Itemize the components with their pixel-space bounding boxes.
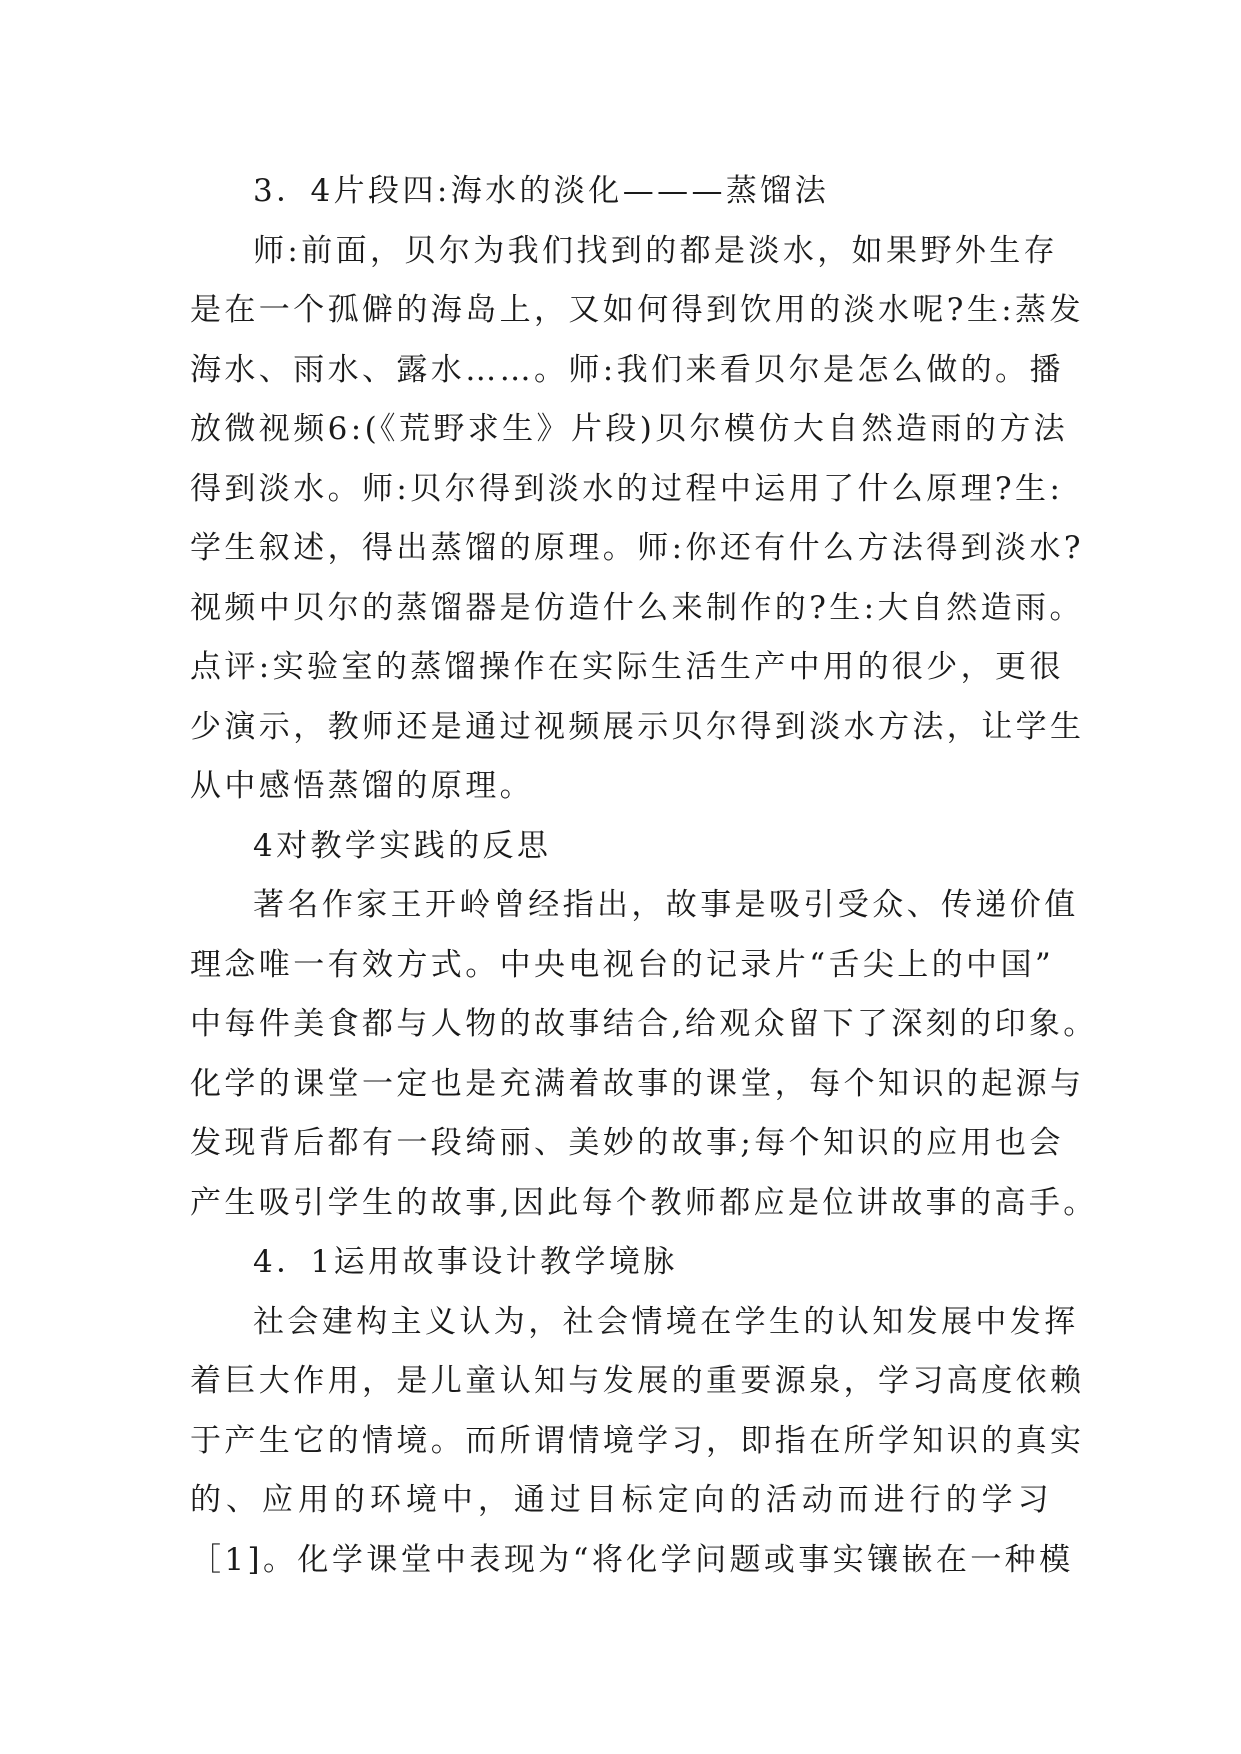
paragraph-line: 是在一个孤僻的海岛上，又如何得到饮用的淡水呢?生:蒸发 [190,292,1084,328]
paragraph-line: 放微视频6:(《荒野求生》片段)贝尔模仿大自然造雨的方法 [190,411,1069,447]
paragraph-line: 师:前面，贝尔为我们找到的都是淡水，如果野外生存 [253,232,1059,269]
paragraph-line: 于产生它的情境。而所谓情境学习，即指在所学知识的真实 [190,1422,1085,1459]
paragraph-line: 社会建构主义认为，社会情境在学生的认知发展中发挥 [253,1303,1079,1340]
section-heading-4-1: 4．1运用故事设计教学境脉 [253,1244,678,1280]
paragraph-line: 视频中贝尔的蒸馏器是仿造什么来制作的?生:大自然造雨。 [190,589,1084,626]
paragraph-line: 少演示，教师还是通过视频展示贝尔得到淡水方法，让学生 [190,708,1085,745]
paragraph-line: 点评:实验室的蒸馏操作在实际生活生产中用的很少，更很 [190,649,1064,685]
section-heading-4: 4对教学实践的反思 [253,827,552,864]
paragraph-line: 著名作家王开岭曾经指出，故事是吸引受众、传递价值 [253,887,1079,923]
paragraph-line: 学生叙述，得出蒸馏的原理。师:你还有什么方法得到淡水? [190,530,1084,566]
section-heading-3-4: 3．4片段四:海水的淡化———蒸馏法 [253,173,830,209]
document-body [190,162,1098,1590]
paragraph-line: 的、应用的环境中，通过目标定向的活动而进行的学习 [190,1482,1052,1518]
paragraph-line: 中每件美食都与人物的故事结合,给观众留下了深刻的印象。 [190,1006,1098,1042]
paragraph-line: ［1]。化学课堂中表现为“将化学问题或事实镶嵌在一种模 [190,1541,1074,1578]
paragraph-line: 得到淡水。师:贝尔得到淡水的过程中运用了什么原理?生: [190,470,1064,507]
paragraph-line: 产生吸引学生的故事,因此每个教师都应是位讲故事的高手。 [190,1184,1098,1221]
paragraph-line: 海水、雨水、露水……。师:我们来看贝尔是怎么做的。播 [190,351,1064,388]
paragraph-line: 着巨大作用，是儿童认知与发展的重要源泉，学习高度依赖 [190,1363,1085,1399]
paragraph-line: 从中感悟蒸馏的原理。 [190,768,534,804]
paragraph-line: 化学的课堂一定也是充满着故事的课堂，每个知识的起源与 [190,1065,1085,1102]
paragraph-line: 发现背后都有一段绮丽、美妙的故事;每个知识的应用也会 [190,1125,1064,1161]
paragraph-line: 理念唯一有效方式。中央电视台的记录片“舌尖上的中国” [190,946,1055,983]
